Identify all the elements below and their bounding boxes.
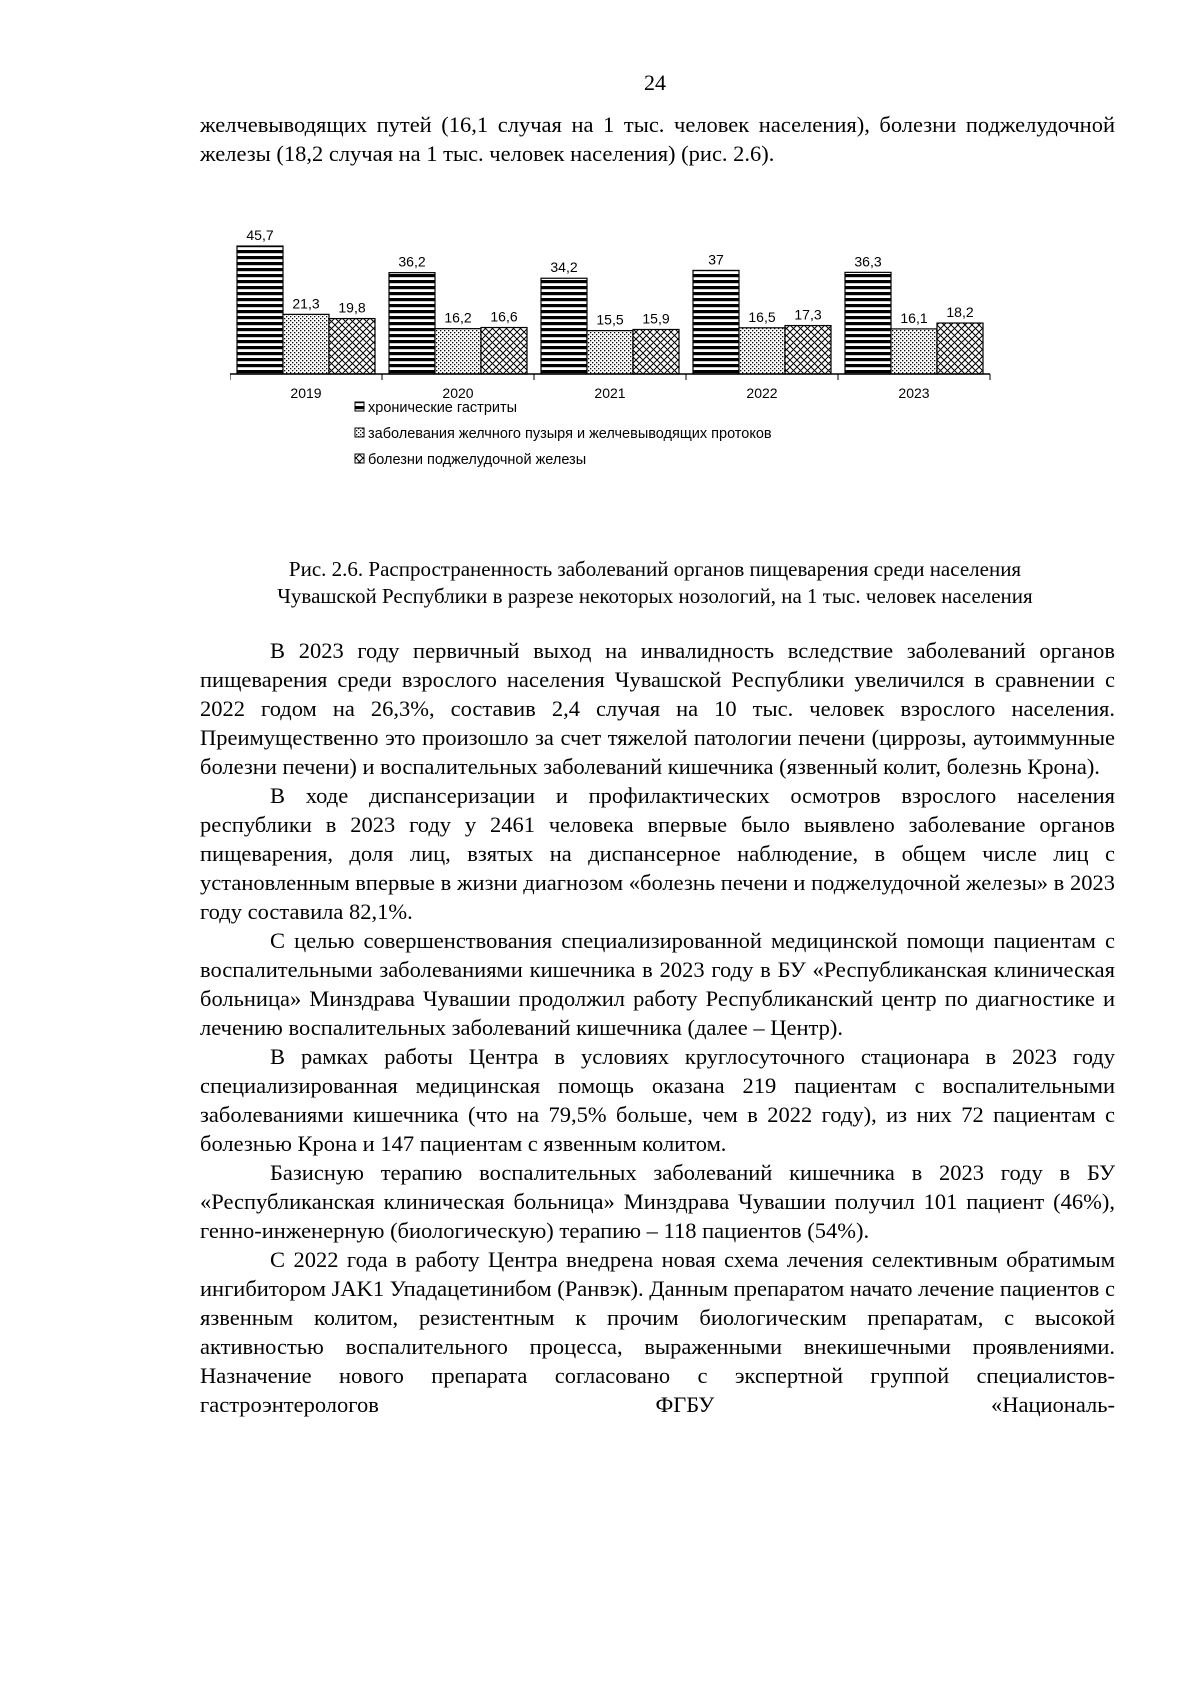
- bar-2020-series-1: [435, 329, 481, 374]
- bar-chart: [230, 220, 1080, 520]
- bar-2020-series-0: [389, 273, 435, 374]
- bar-2022-series-0: [693, 270, 739, 374]
- data-label-2022-series-0: 37: [708, 251, 724, 268]
- data-label-2020-series-0: 36,2: [398, 253, 426, 270]
- figure-caption: [150, 556, 1160, 610]
- caption-line-2: Чувашской Республики в разрезе некоторых нозологий, на 1 тыс. человек населения: [277, 584, 1033, 608]
- data-label-2021-series-0: 34,2: [550, 259, 578, 276]
- bar-2022-series-2: [785, 326, 831, 374]
- bar-2019-series-2: [329, 319, 375, 374]
- data-label-2020-series-1: 16,2: [444, 309, 472, 326]
- data-label-2020-series-2: 16,6: [490, 308, 518, 325]
- data-label-2021-series-2: 15,9: [642, 310, 670, 327]
- data-label-2023-series-2: 18,2: [946, 304, 974, 321]
- data-label-2021-series-1: 15,5: [596, 311, 624, 328]
- data-label-2023-series-0: 36,3: [854, 253, 882, 270]
- page-number: 24: [644, 70, 666, 95]
- bar-2023-series-2: [937, 323, 983, 374]
- data-label-2019-series-2: 19,8: [338, 299, 366, 316]
- paragraph-hospital: В рамках работы Центра в условиях круглосуточного стационара в 2023 году специализированная медицинская помощь оказана 219 пациентам с воспалительными заболеваниями кишечника (что на 79,5% больше, чем в 2022 году), из них 72 пациентам с болезнью Крона и 147 пациентам с язвенным колитом.: [200, 1044, 1115, 1156]
- body-text: [200, 636, 1115, 1419]
- x-tick-label-2022: 2022: [746, 385, 778, 401]
- data-label-2019-series-0: 45,7: [246, 227, 274, 244]
- intro-paragraph: [200, 110, 1115, 168]
- bar-2023-series-1: [891, 329, 937, 374]
- legend-label-2: болезни поджелудочной железы: [368, 452, 587, 468]
- legend-label-1: заболевания желчного пузыря и желчевыводящих протоков: [368, 426, 772, 442]
- paragraph-therapy: Базисную терапию воспалительных заболеваний кишечника в 2023 году в БУ «Республиканская клиническая больница» Минздрава Чувашии получил 101 пациент (46%), генно-инженерную (биологическую) терапию – 118 пациентов (54%).: [200, 1160, 1115, 1243]
- data-label-2022-series-2: 17,3: [794, 306, 822, 323]
- x-tick-label-2023: 2023: [898, 385, 930, 401]
- data-label-2019-series-1: 21,3: [292, 295, 320, 312]
- data-label-2023-series-1: 16,1: [900, 309, 928, 326]
- legend-swatch-1: [355, 428, 364, 437]
- x-tick-label-2020: 2020: [442, 385, 474, 401]
- bar-2019-series-1: [283, 314, 329, 374]
- bar-2021-series-2: [633, 329, 679, 374]
- chart-canvas: [230, 220, 1080, 520]
- paragraph-new-scheme: С 2022 года в работу Центра внедрена новая схема лечения селективным обратимым ингибитором JAK1 Упадацетинибом (Ранвэк). Данным препаратом начато лечение пациентов с язвенным колитом, резистентным к прочим биологическим препаратам, с высокой активностью воспалительного процесса, выраженными внекишечными проявлениями. Назначение нового препарата согласовано с экспертной группой специалистов-гастроэнтерологов ФГБУ «Националь-: [200, 1247, 1115, 1417]
- bar-2021-series-0: [541, 278, 587, 374]
- bar-2020-series-2: [481, 328, 527, 374]
- legend-swatch-2: [355, 454, 364, 463]
- paragraph-disability: В 2023 году первичный выход на инвалидность вследствие заболеваний органов пищеварения среди взрослого населения Чувашской Республики увеличился в сравнении с 2022 годом на 26,3%, составив 2,4 случая на 10 тыс. человек взрослого населения. Преимущественно это произошло за счет тяжелой патологии печени (циррозы, аутоиммунные болезни печени) и воспалительных заболеваний кишечника (язвенный колит, болезнь Крона).: [200, 638, 1115, 779]
- x-tick-label-2019: 2019: [290, 385, 322, 401]
- legend-swatch-0: [355, 402, 364, 411]
- paragraph-screening: В ходе диспансеризации и профилактических осмотров взрослого населения республики в 2023 году у 2461 человека впервые было выявлено заболевание органов пищеварения, доля лиц, взятых на диспансерное наблюдение, в общем числе лиц с установленным впервые в жизни диагнозом «болезнь печени и поджелудочной железы» в 2023 году составила 82,1%.: [200, 783, 1115, 924]
- data-label-2022-series-1: 16,5: [748, 308, 776, 325]
- bar-2021-series-1: [587, 331, 633, 374]
- intro-text: желчевыводящих путей (16,1 случая на 1 тыс. человек населения), болезни поджелудочной железы (18,2 случая на 1 тыс. человек населения) (рис. 2.6).: [200, 112, 1115, 166]
- legend-label-0: хронические гастриты: [368, 400, 518, 416]
- bar-2023-series-0: [845, 272, 891, 374]
- paragraph-center: С целью совершенствования специализированной медицинской помощи пациентам с воспалительными заболеваниями кишечника в 2023 году в БУ «Республиканская клиническая больница» Минздрава Чувашии продолжил работу Республиканский центр по диагностике и лечению воспалительных заболеваний кишечника (далее – Центр).: [200, 928, 1115, 1040]
- x-tick-label-2021: 2021: [594, 385, 626, 401]
- bar-2019-series-0: [237, 246, 283, 374]
- bar-2022-series-1: [739, 328, 785, 374]
- caption-line-1: Рис. 2.6. Распространенность заболеваний органов пищеварения среди населения: [288, 557, 1022, 581]
